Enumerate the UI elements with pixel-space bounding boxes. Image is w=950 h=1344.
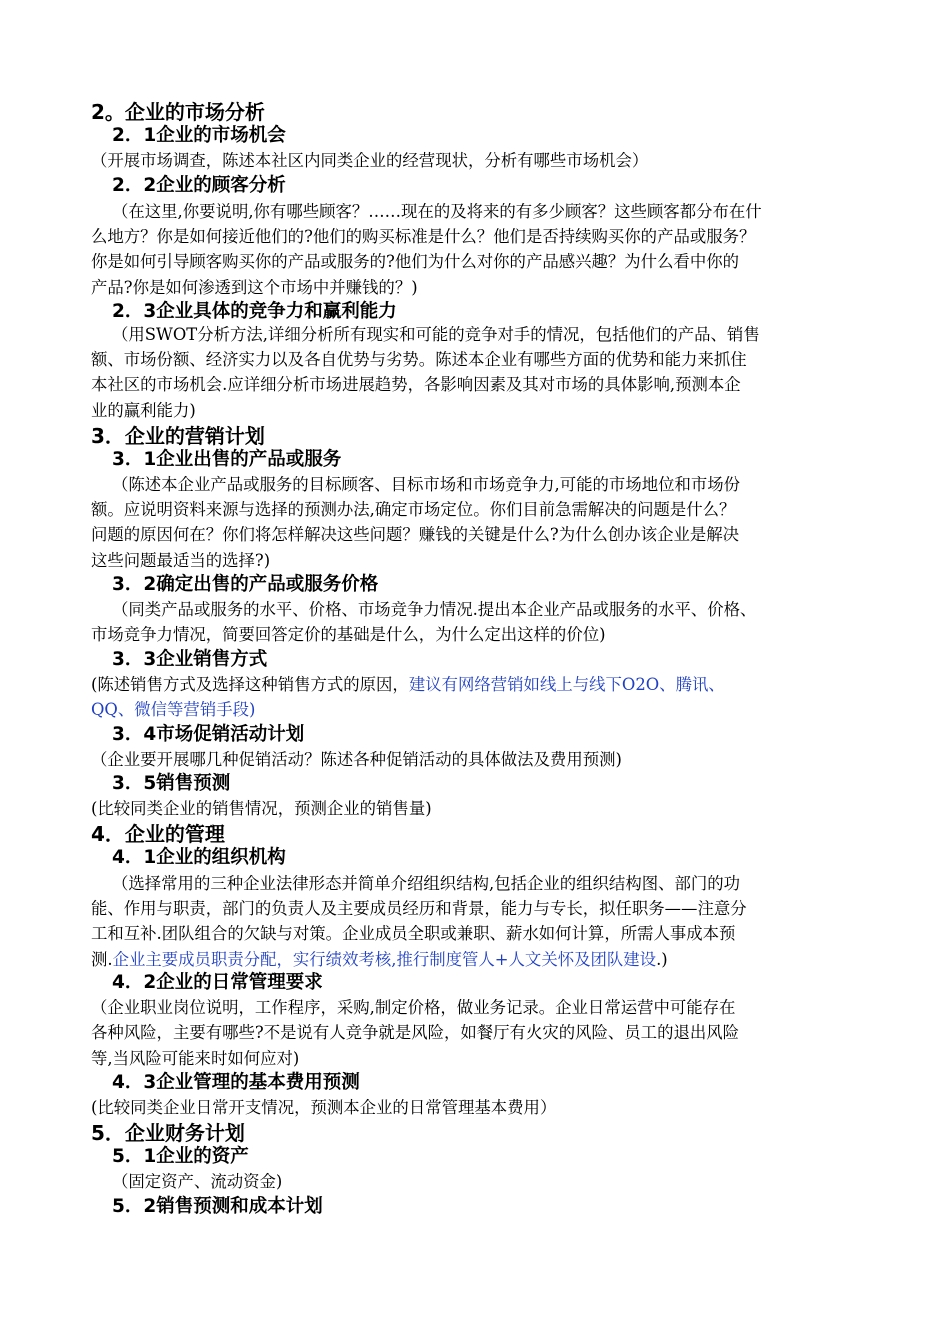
heading-2-2: 2．2企业的顾客分析 [112,175,286,196]
paragraph-4-1 [112,871,882,896]
heading-3-1: 3．1企业出售的产品或服务 [112,449,342,470]
text-line: 问题的原因何在？你们将怎样解决这些问题？赚钱的关键是什么?为什么创办该企业是解决 [91,525,740,545]
paragraph-3-2-cont [91,622,861,647]
heading-3-5: 3．5销售预测 [112,773,231,794]
heading-2-1: 2．1企业的市场机会 [112,125,286,146]
text-line: 等,当风险可能来时如何应对) [91,1048,300,1068]
heading-section-5: 5．企业财务计划 [91,1121,245,1145]
heading-3-2: 3．2确定出售的产品或服务价格 [112,574,379,595]
paragraph-2-3-cont [91,347,861,423]
paragraph-3-1 [112,472,882,497]
text-highlight: 建议有网络营销如线上与线下O2O、腾讯、 [408,675,725,694]
text-line: （企业职业岗位说明，工作程序，采购,制定价格，做业务记录。企业日常运营中可能存在 [91,998,736,1017]
paragraph-3-1-cont [91,497,861,573]
paragraph-2-3 [112,322,882,347]
paragraph-3-4 [91,747,861,772]
text-highlight: 企业主要成员职责分配，实行绩效考核,推行制度管人+人文关怀及团队建设 [112,949,657,969]
text-line: （在这里,你要说明,你有哪些顾客？……现在的及将来的有多少顾客？这些顾客都分布在什 [112,202,762,221]
heading-2-3: 2．3企业具体的竞争力和赢利能力 [112,301,397,322]
heading-4-1: 4．1企业的组织机构 [112,847,286,868]
text-line: （同类产品或服务的水平、价格、市场竞争力情况.提出本企业产品或服务的水平、价格、 [112,600,757,619]
paragraph-4-3 [91,1095,861,1120]
heading-section-4: 4．企业的管理 [91,822,225,846]
paragraph-3-2 [112,597,882,622]
heading-section-2: 2。企业的市场分析 [91,100,265,124]
text-line: 市场竞争力情况，简要回答定价的基础是什么，为什么定出这样的价位) [91,625,606,644]
text-line: （选择常用的三种企业法律形态并简单介绍组织结构,包括企业的组织结构图、部门的功 [112,874,741,893]
text-plain: .) [656,949,668,969]
text-line: 能、作用与职责，部门的负责人及主要成员经历和背景，能力与专长，拟任职务——注意分 [91,899,747,918]
heading-4-2: 4．2企业的日常管理要求 [112,972,323,993]
heading-3-4: 3．4市场促销活动计划 [112,724,305,745]
text-line: (比较同类企业日常开支情况，预测本企业的日常管理基本费用） [91,1098,557,1117]
paragraph-3-5 [91,796,861,821]
text-line: 额、市场份额、经济实力以及各自优势与劣势。陈述本企业有哪些方面的优势和能力来抓住 [91,350,747,369]
text-line: 各种风险，主要有哪些?不是说有人竞争就是风险，如餐厅有火灾的风险、员工的退出风险 [91,1023,740,1043]
text-plain: 测. [91,949,113,969]
paragraph-2-2-cont [91,224,861,300]
paragraph-4-1-cont [91,896,861,972]
text-line: 本社区的市场机会.应详细分析市场进展趋势，各影响因素及其对市场的具体影响,预测本企 [91,375,741,395]
text-line: （用SWOT分析方法,详细分析所有现实和可能的竞争对手的情况，包括他们的产品、销售 [112,325,760,344]
text-line: 么地方？你是如何接近他们的?他们的购买标准是什么？他们是否持续购买你的产品或服务？ [91,227,756,246]
text-line [91,672,861,697]
heading-section-3: 3．企业的营销计划 [91,424,265,448]
text-highlight: QQ、微信等营销手段) [91,700,256,720]
text-line: （企业要开展哪几种促销活动？陈述各种促销活动的具体做法及费用预测) [91,750,622,769]
heading-5-2: 5．2销售预测和成本计划 [112,1196,323,1217]
paragraph-2-1 [91,148,861,173]
paragraph-4-2 [91,995,861,1071]
heading-3-3: 3．3企业销售方式 [112,649,268,670]
text-line: （陈述本企业产品或服务的目标顾客、目标市场和市场竞争力,可能的市场地位和市场份 [112,475,741,494]
paragraph-3-3 [91,672,861,723]
text-line: （开展市场调查，陈述本社区内同类企业的经营现状，分析有哪些市场机会） [91,151,649,170]
text-plain: (陈述销售方式及选择这种销售方式的原因， [91,675,409,694]
text-line: (比较同类企业的销售情况，预测企业的销售量) [91,799,432,818]
text-line: 你是如何引导顾客购买你的产品或服务的?他们为什么对你的产品感兴趣？为什么看中你的 [91,252,740,272]
text-line: 额。应说明资料来源与选择的预测办法,确定市场定位。你们目前急需解决的问题是什么？ [91,500,736,519]
heading-5-1: 5．1企业的资产 [112,1146,249,1167]
heading-4-3: 4．3企业管理的基本费用预测 [112,1072,360,1093]
text-line [91,947,861,972]
paragraph-2-2 [112,199,882,224]
text-line: 工和互补.团队组合的欠缺与对策。企业成员全职或兼职、薪水如何计算，所需人事成本预 [91,924,736,944]
text-line: （固定资产、流动资金) [112,1172,283,1191]
text-line: 产品?你是如何渗透到这个市场中并赚钱的？) [91,277,418,297]
text-line: 业的赢利能力) [91,400,196,420]
text-line: 这些问题最适当的选择?) [91,550,271,570]
paragraph-5-1 [112,1169,882,1194]
